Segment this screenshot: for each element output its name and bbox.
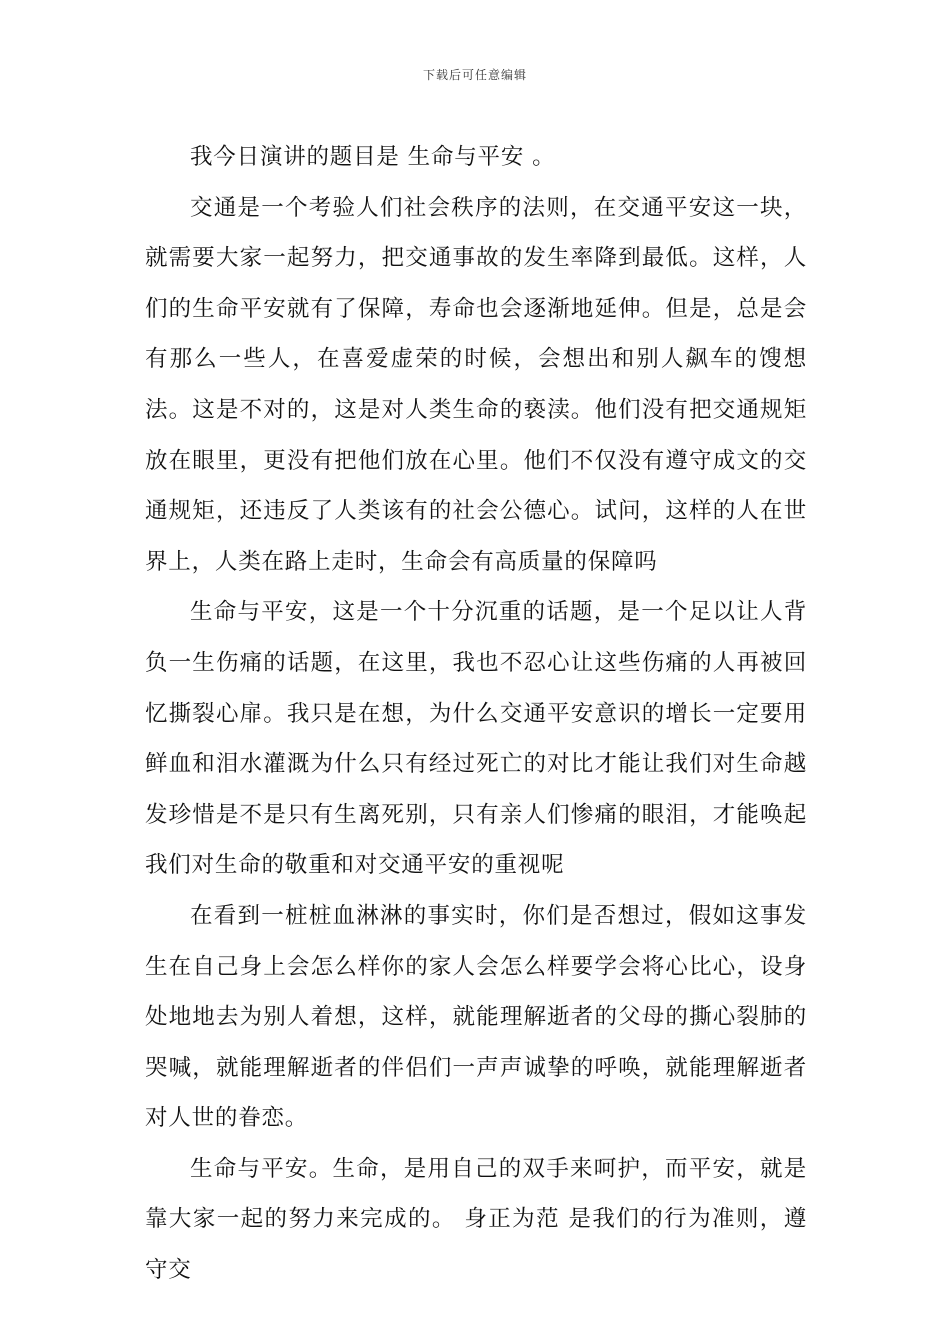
- paragraph-life-safety: 生命与平安，这是一个十分沉重的话题，是一个足以让人背负一生伤痛的话题，在这里，我也不忍心让这些伤痛的人再被回忆撕裂心扉。我只是在想，为什么交通平安意识的增长一定要用鲜血和泪水灌溉为什么只有经过死亡的对比才能让我们对生命越发珍惜是不是只有生离死别，只有亲人们惨痛的眼泪，才能唤起我们对生命的敬重和对交通平安的重视呢: [145, 599, 807, 879]
- paragraph-empathy: 在看到一桩桩血淋淋的事实时，你们是否想过，假如这事发生在自己身上会怎么样你的家人会怎么样要学会将心比心，设身处地地去为别人着想，这样，就能理解逝者的父母的撕心裂肺的哭喊，就能理解逝者的伴侣们一声声诚挚的呼唤，就能理解逝者对人世的眷恋。: [145, 902, 807, 1132]
- document-body: [145, 132, 807, 1296]
- paragraph-title-intro: 我今日演讲的题目是 生命与平安 。: [190, 144, 556, 170]
- download-note: 下载后可任意编辑: [422, 68, 527, 82]
- paragraph-conclusion: 生命与平安。生命，是用自己的双手来呵护，而平安，就是靠大家一起的努力来完成的。 身正为范 是我们的行为准则，遵守交: [145, 1155, 807, 1284]
- paragraph-traffic-order: 交通是一个考验人们社会秩序的法则，在交通平安这一块，就需要大家一起努力，把交通事故的发生率降到最低。这样，人们的生命平安就有了保障，寿命也会逐渐地延伸。但是，总是会有那么一些人，在喜爱虚荣的时候，会想出和别人飙车的馊想法。这是不对的，这是对人类生命的亵渎。他们没有把交通规矩放在眼里，更没有把他们放在心里。他们不仅没有遵守成文的交通规矩，还违反了人类该有的社会公德心。试问，这样的人在世界上，人类在路上走时，生命会有高质量的保障吗: [145, 194, 807, 575]
